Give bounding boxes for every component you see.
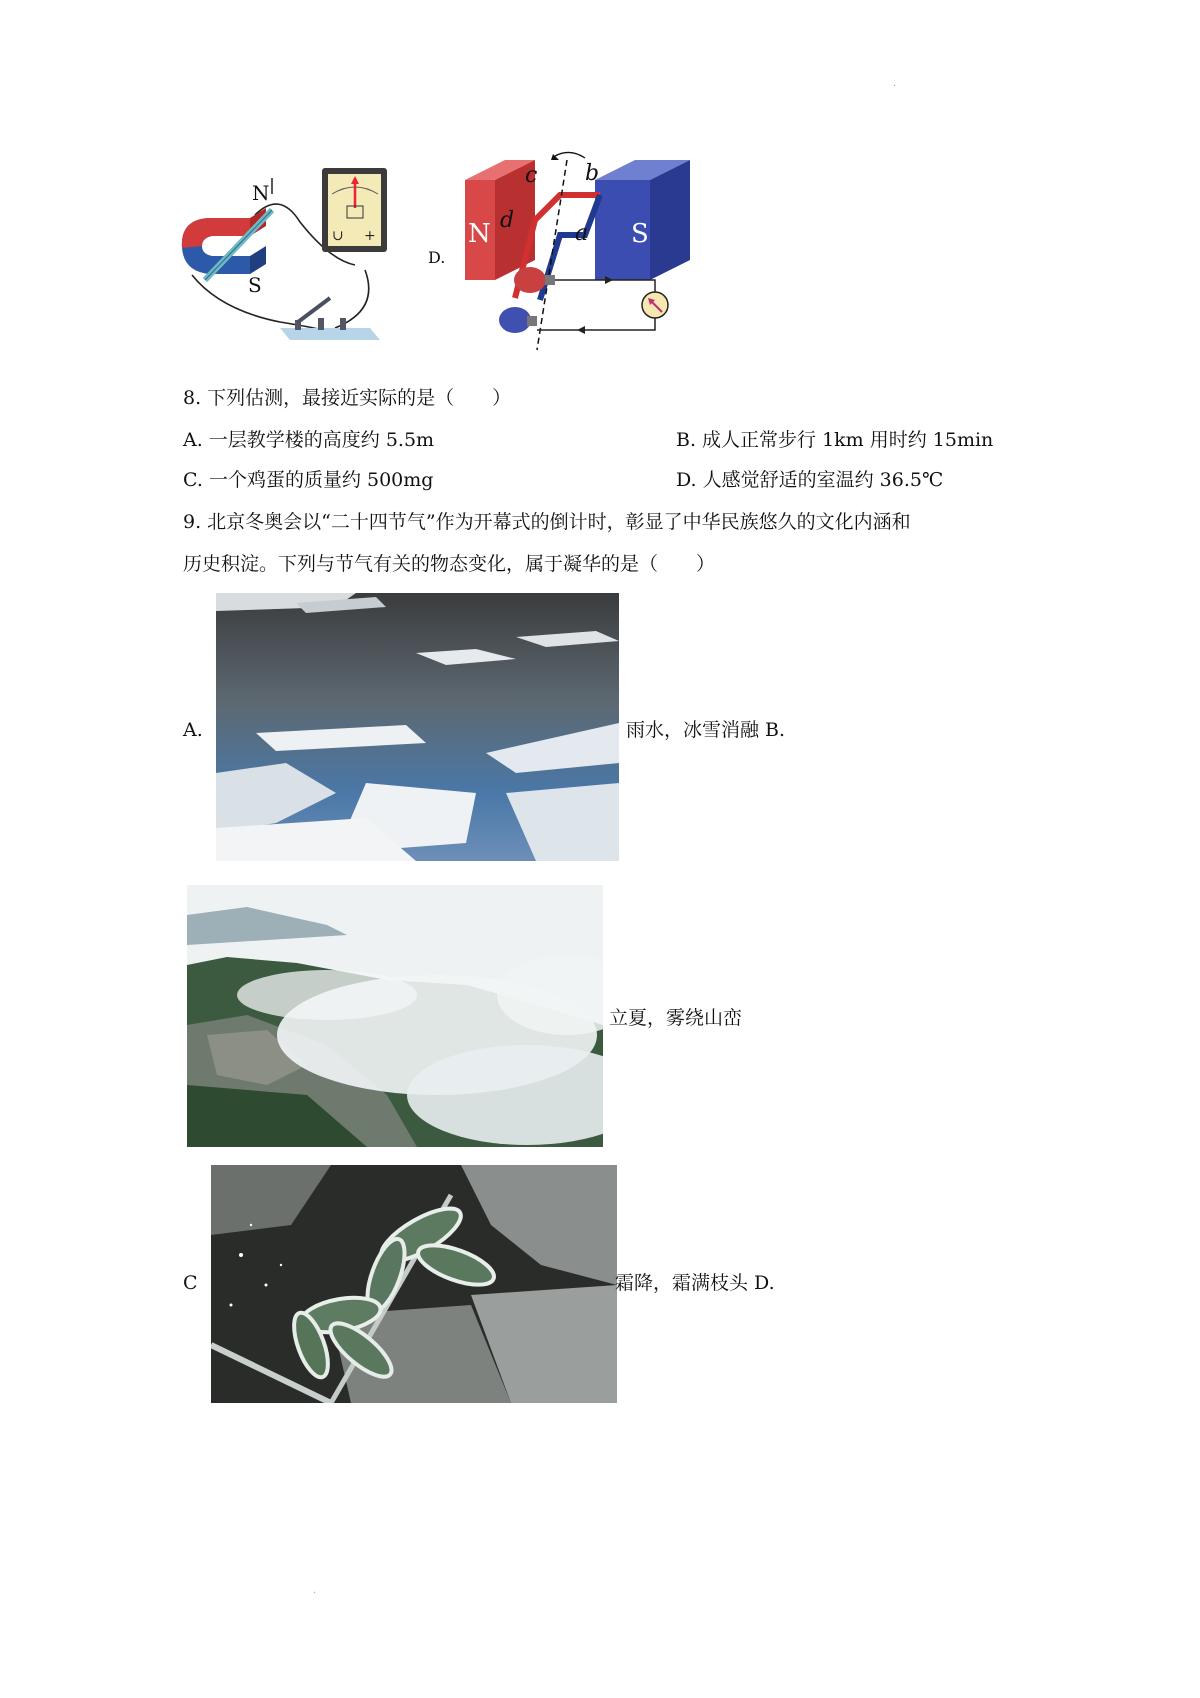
label-d: d	[500, 208, 515, 233]
option-d-label: D.	[428, 248, 446, 267]
misty-mountains-photo	[187, 885, 603, 1147]
label-c: c	[525, 163, 538, 188]
question-9-option-a-caption: 雨水，冰雪消融 B.	[626, 719, 786, 741]
question-9-option-a-prefix: A.	[183, 719, 203, 741]
stray-dot: .	[893, 78, 897, 89]
frost-leaves-photo	[211, 1165, 617, 1403]
question-9-option-c-caption: 霜降，霜满枝头 D.	[615, 1272, 775, 1294]
question-8-option-a: A. 一层教学楼的高度约 5.5m	[183, 429, 435, 451]
question-9-option-b-caption: 立夏，雾绕山峦	[609, 1007, 743, 1029]
label-b: b	[585, 161, 600, 186]
magnet-s-label: S	[248, 273, 262, 297]
question-9-stem-line1: 9. 北京冬奥会以“二十四节气”作为开幕式的倒计时，彰显了中华民族悠久的文化内涵和	[183, 511, 911, 533]
svg-text:+: +	[364, 228, 376, 244]
label-a: a	[575, 221, 589, 246]
question-8-option-b: B. 成人正常步行 1km 用时约 15min	[676, 429, 994, 451]
galvanometer-circuit-figure	[180, 160, 410, 350]
s-pole-label: S	[631, 219, 649, 249]
generator-coil-figure	[455, 150, 695, 365]
question-8-option-d: D. 人感觉舒适的室温约 36.5℃	[676, 469, 944, 491]
magnet-n-label: N	[252, 181, 270, 205]
melting-ice-photo	[216, 593, 619, 861]
question-9-option-c-prefix: C	[183, 1272, 198, 1294]
question-8-option-c: C. 一个鸡蛋的质量约 500mg	[183, 469, 434, 491]
svg-text:∪: ∪	[332, 228, 344, 244]
question-9-stem-line2: 历史积淀。下列与节气有关的物态变化，属于凝华的是（ ）	[183, 553, 716, 575]
n-pole-label: N	[468, 219, 491, 249]
stray-dot: .	[313, 1585, 317, 1596]
question-8-stem: 8. 下列估测，最接近实际的是（ ）	[183, 387, 512, 409]
